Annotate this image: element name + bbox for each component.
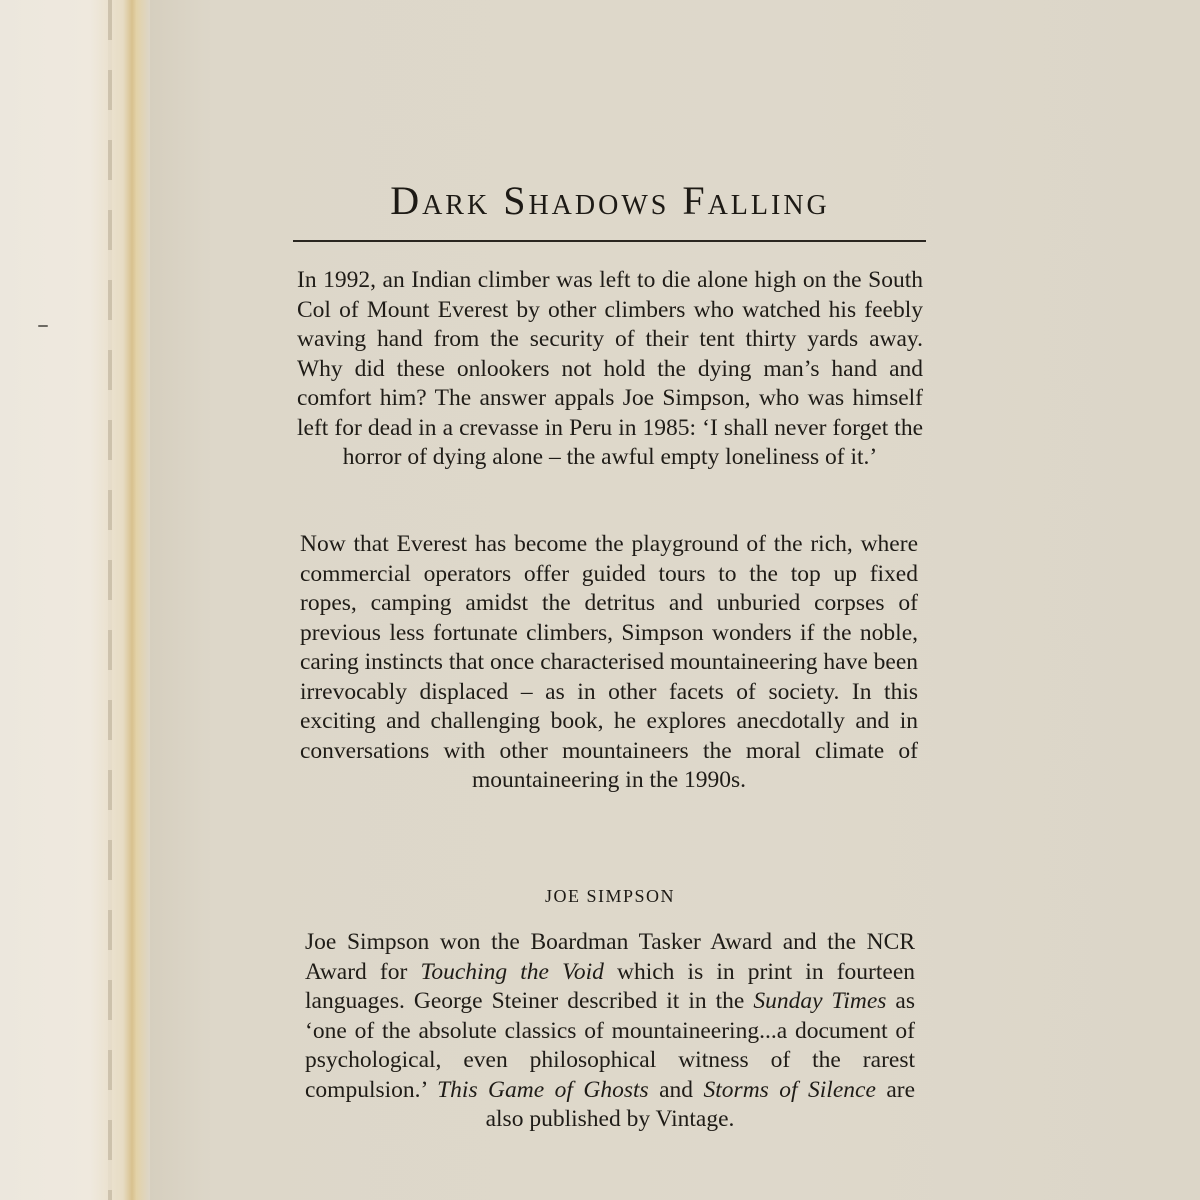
bio-text: which is in print in fourteen languages. George Steiner described it in the	[305, 958, 915, 1014]
dust-speck	[38, 325, 48, 327]
author-bio	[305, 928, 915, 1135]
bio-text: are also published by Vintage.	[485, 1076, 916, 1132]
bio-book-title-3: Storms of Silence	[703, 1076, 876, 1103]
author-heading: JOE SIMPSON	[544, 886, 676, 906]
bio-newspaper-title: Sunday Times	[753, 988, 887, 1014]
blurb-paragraph-1: In 1992, an Indian climber was left to die alone high on the South Col of Mount Everest by other climbers who watched his feebly waving hand from the security of their tent thirty yards away. Why did these onlookers not hold the dying man’s hand and comfort him? The answer appals Joe Simpson, who was himself left for dead in a crevasse in Peru in 1985: ‘I shall never forget the horror of dying alone – the awful empty loneliness of it.’	[297, 267, 923, 470]
bio-text: and	[648, 1076, 704, 1103]
blurb-paragraph-2: Now that Everest has become the playground of the rich, where commercial operators offer guided tours to the top up fixed ropes, camping amidst the detritus and unburied corpses of previous less fortunate climbers, Simpson wonders if the noble, caring instincts that once characterised mountaineering have been irrevocably displaced – as in other facets of society. In this exciting and challenging book, he explores anecdotally and in conversations with other mountaineers the moral climate of mountaineering in the 1990s.	[300, 531, 918, 793]
bio-book-title-1: Touching the Void	[420, 958, 604, 985]
book-title: Dark Shadows Falling	[390, 177, 830, 223]
bio-text: Joe Simpson won the Boardman Tasker Award and the NCR Award for	[305, 929, 915, 985]
bio-book-title-2: This Game of Ghosts	[437, 1076, 649, 1103]
adjacent-page-edge	[0, 0, 150, 1200]
page-edge-shadow	[108, 0, 112, 1200]
bio-text: as ‘one of the absolute classics of mountaineering...a document of psychological, even philosophical witness of the rarest compulsion.’	[305, 988, 915, 1103]
title-rule	[293, 240, 926, 242]
